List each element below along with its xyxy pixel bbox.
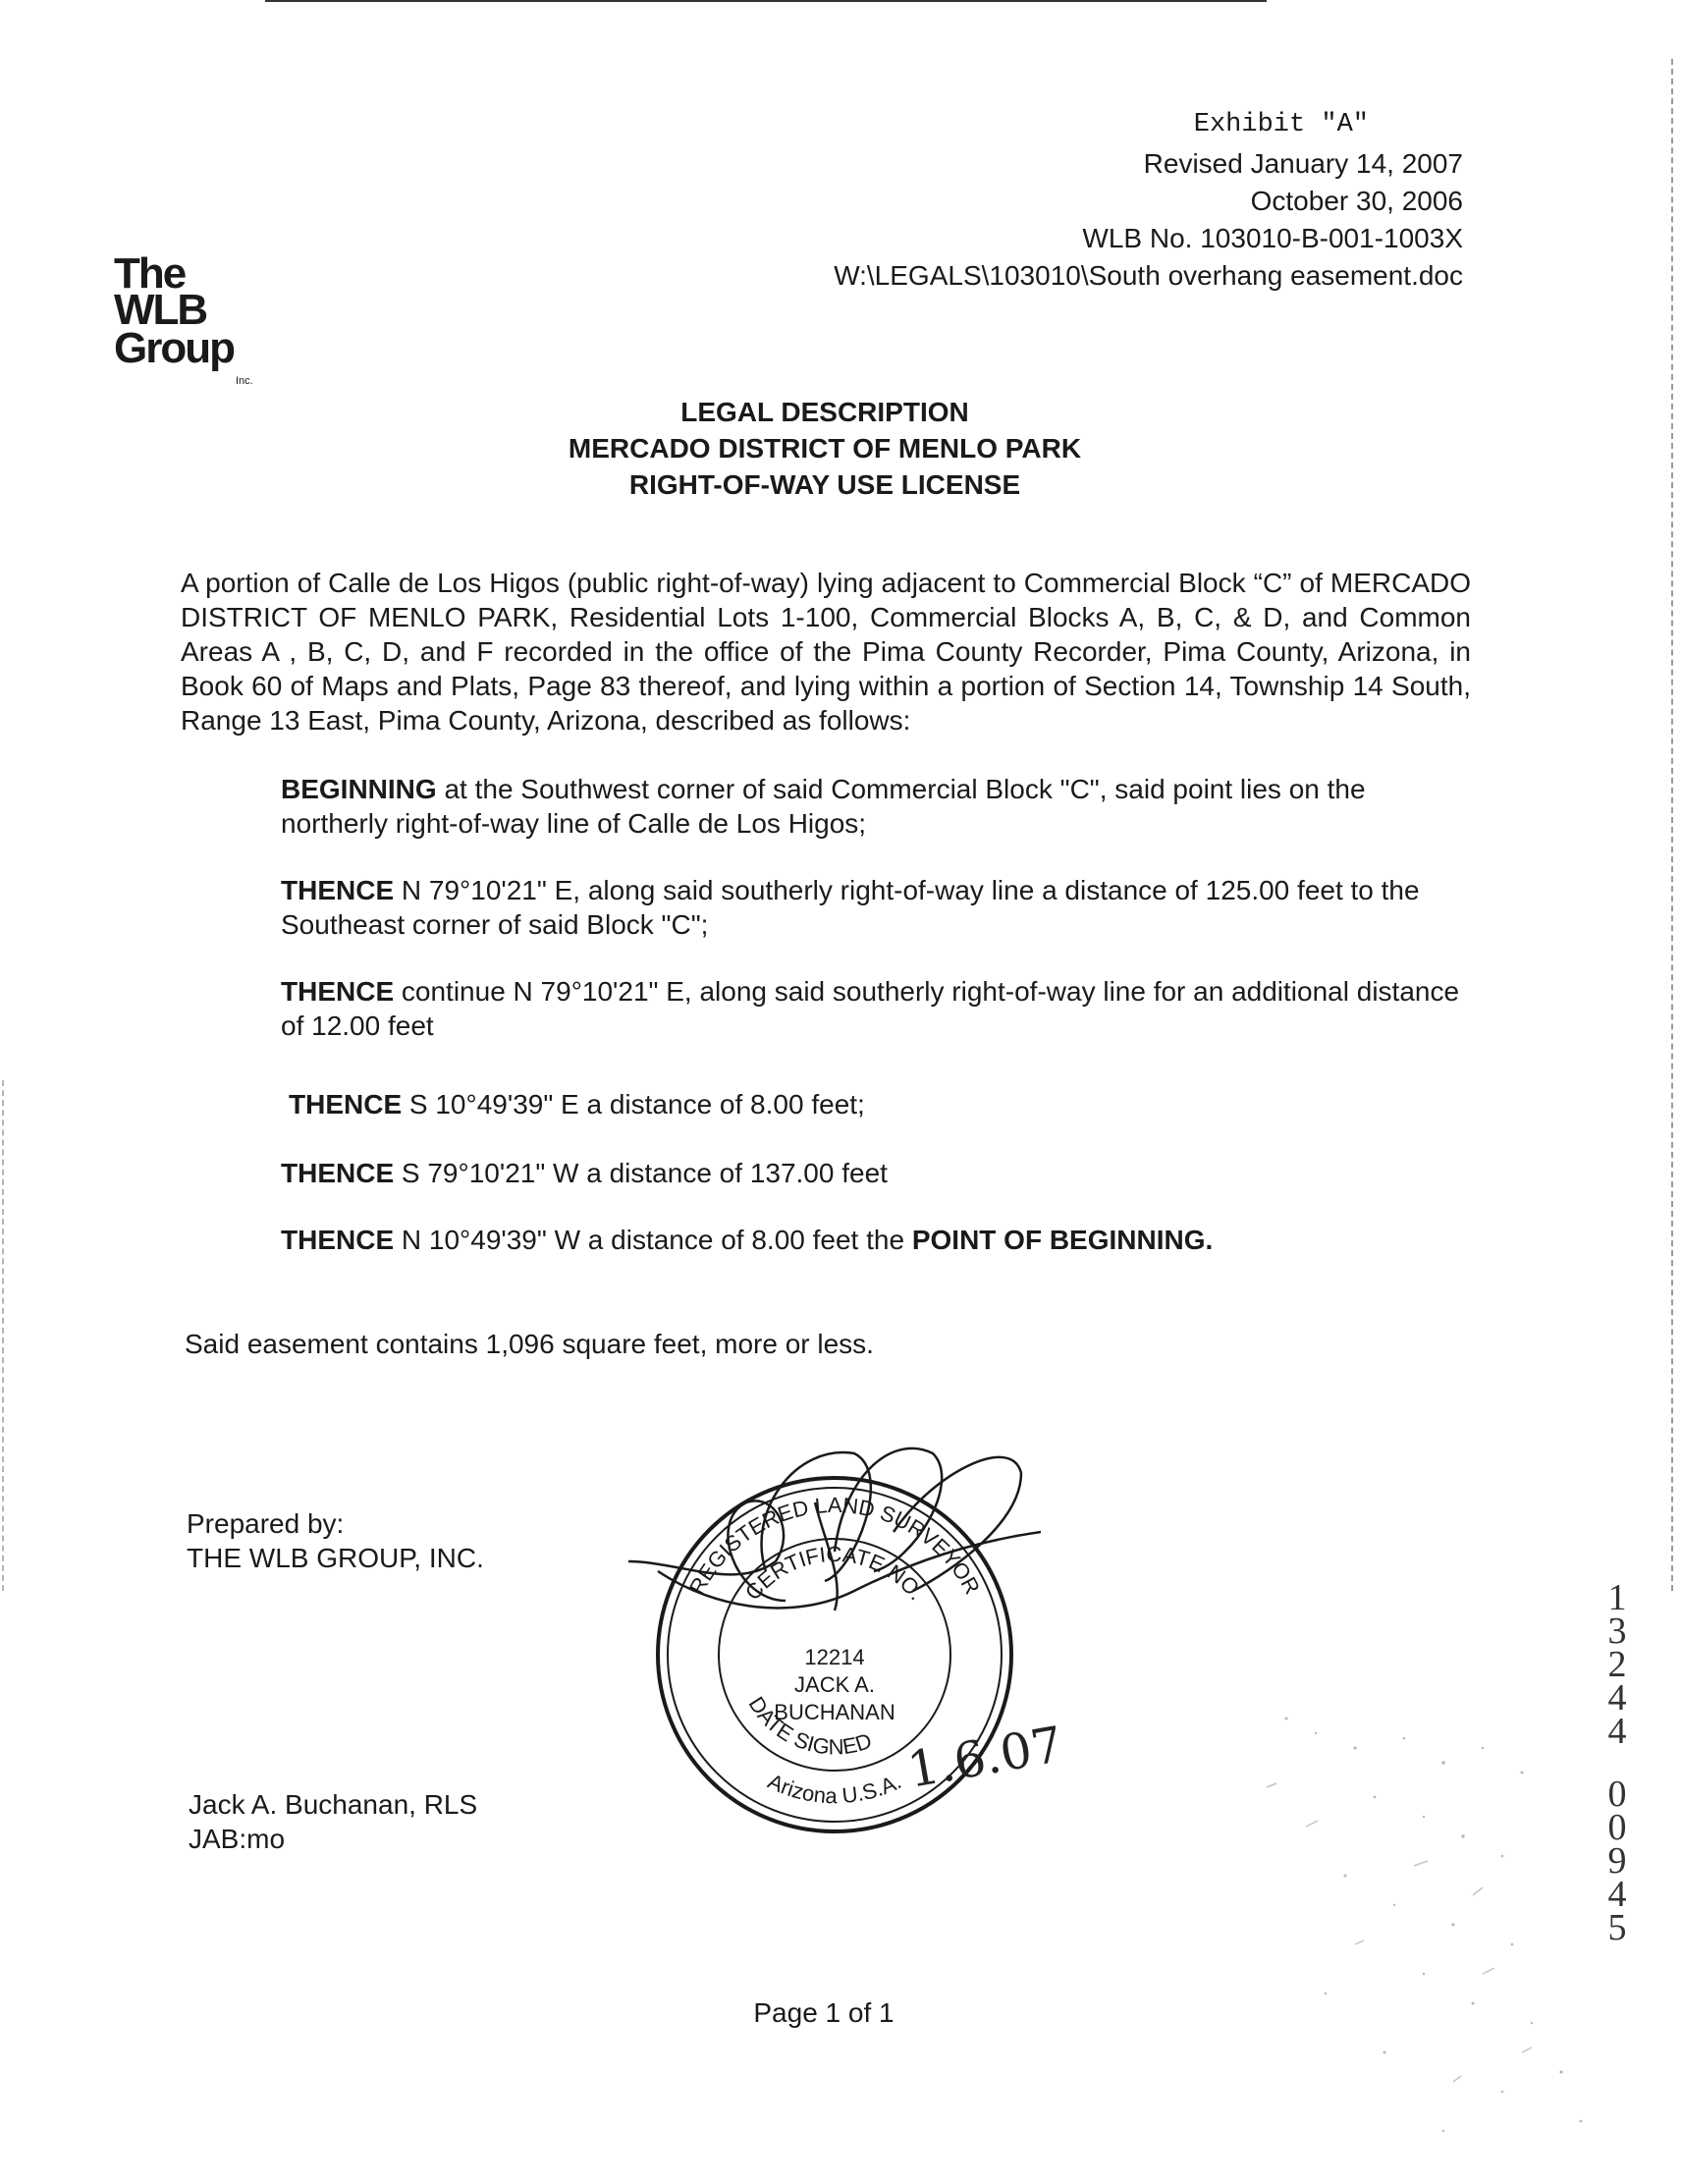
stamp-digit: 4	[1607, 1711, 1627, 1752]
scan-edge-right	[1671, 59, 1673, 1591]
clause-text: N 79°10'21" E, along said southerly right-of-way line a distance of 125.00 feet to the Southeast corner of said Block "C";	[281, 875, 1420, 940]
prepared-by-label: Prepared by:	[187, 1508, 345, 1539]
seal-number: 12214	[804, 1645, 865, 1669]
seal-name-line-1: JACK A.	[794, 1672, 875, 1697]
clause-thence-4	[281, 1156, 1471, 1190]
revised-date: Revised January 14, 2007	[1143, 148, 1463, 179]
page-number: Page 1 of 1	[753, 1997, 895, 2028]
seal-graphic	[599, 1414, 1060, 1876]
title-line-2: MERCADO DISTRICT OF MENLO PARK	[568, 433, 1082, 464]
clause-keyword: THENCE	[289, 1089, 403, 1119]
stamp-digit: 2	[1607, 1644, 1627, 1685]
clause-keyword: BEGINNING	[281, 774, 437, 804]
seal-certificate-text: CERTIFICATE NO.	[739, 1541, 930, 1606]
title-line-1: LEGAL DESCRIPTION	[680, 397, 969, 427]
clause-keyword: THENCE	[281, 1158, 395, 1188]
logo-line-1: The	[114, 249, 186, 298]
title-line-3: RIGHT-OF-WAY USE LICENSE	[628, 469, 1021, 500]
logo-inc: Inc.	[236, 375, 253, 387]
stamp-digit: 5	[1607, 1907, 1627, 1948]
scan-edge-left	[2, 1080, 4, 1591]
logo-line-2: WLB	[114, 286, 207, 334]
clause-text: S 79°10'21" W a distance of 137.00 feet	[394, 1158, 888, 1188]
seal-date-signed-text: DATE SIGNED	[743, 1692, 875, 1760]
clause-keyword: THENCE	[281, 875, 395, 905]
clause-beginning	[281, 772, 1471, 841]
document-header	[834, 106, 1463, 295]
stamp-digit: 4	[1607, 1677, 1627, 1719]
clause-thence-3	[289, 1087, 1479, 1121]
signer-name: Jack A. Buchanan, RLS	[189, 1789, 478, 1820]
area-statement: Said easement contains 1,096 square feet, more or less.	[185, 1329, 874, 1359]
clause-text: continue N 79°10'21" E, along said southerly right-of-way line for an additional distance of 12.00 feet	[281, 976, 1460, 1041]
signer-block	[189, 1787, 477, 1856]
surveyor-seal	[599, 1414, 1060, 1876]
exhibit-label: Exhibit "A"	[1193, 110, 1369, 139]
document-title	[0, 394, 1650, 503]
prepared-by-company: THE WLB GROUP, INC.	[187, 1543, 484, 1573]
clause-thence-5	[281, 1223, 1471, 1257]
clause-text: S 10°49'39" E a distance of 8.00 feet;	[402, 1089, 865, 1119]
stamp-digit: 1	[1607, 1577, 1627, 1618]
clause-text: N 10°49'39" W a distance of 8.00 feet the	[394, 1225, 912, 1255]
prepared-by	[187, 1506, 484, 1575]
stamp-digit: 0	[1607, 1807, 1627, 1848]
clause-keyword: THENCE	[281, 976, 395, 1007]
original-date: October 30, 2006	[1250, 186, 1463, 216]
seal-handwritten-date: 1.6.07	[903, 1716, 1060, 1799]
seal-bottom-text: Arizona U.S.A.	[764, 1769, 905, 1809]
top-edge-rule	[265, 0, 1267, 2]
seal-name-line-2: BUCHANAN	[774, 1700, 895, 1724]
scan-noise-speckle	[1227, 1679, 1640, 2170]
logo-line-3: Group	[114, 324, 234, 372]
clause-thence-2	[281, 974, 1471, 1043]
signer-initials: JAB:mo	[189, 1824, 286, 1854]
stamp-digit: 4	[1607, 1874, 1627, 1915]
company-logo	[114, 249, 253, 387]
clause-thence-1	[281, 873, 1471, 942]
stamp-digit: 9	[1607, 1840, 1627, 1882]
file-path: W:\LEGALS\103010\South overhang easement.doc	[834, 260, 1463, 291]
clause-text: at the Southwest corner of said Commercial Block "C", said point lies on the northerly right-of-way line of Calle de Los Higos;	[281, 774, 1366, 839]
wlb-number: WLB No. 103010-B-001-1003X	[1082, 223, 1463, 253]
seal-top-arc-text: REGISTERED LAND SURVEYOR	[683, 1492, 986, 1599]
point-of-beginning: POINT OF BEGINNING.	[911, 1225, 1214, 1255]
stamp-digit: 0	[1607, 1774, 1627, 1815]
stamp-digit: 3	[1607, 1611, 1627, 1652]
intro-paragraph: A portion of Calle de Los Higos (public right-of-way) lying adjacent to Commercial Block “C” of MERCADO DISTRICT OF MENLO PARK, Residential Lots 1-100, Commercial Blocks A, B, C, & D, and Common Areas A , B, C, D, and F recorded in the office of the Pima County Recorder, Pima County, Arizona, in Book 60 of Maps and Plats, Page 83 thereof, and lying within a portion of Section 14, Township 14 South, Range 13 East, Pima County, Arizona, described as follows:	[181, 568, 1471, 736]
clause-keyword: THENCE	[281, 1225, 395, 1255]
